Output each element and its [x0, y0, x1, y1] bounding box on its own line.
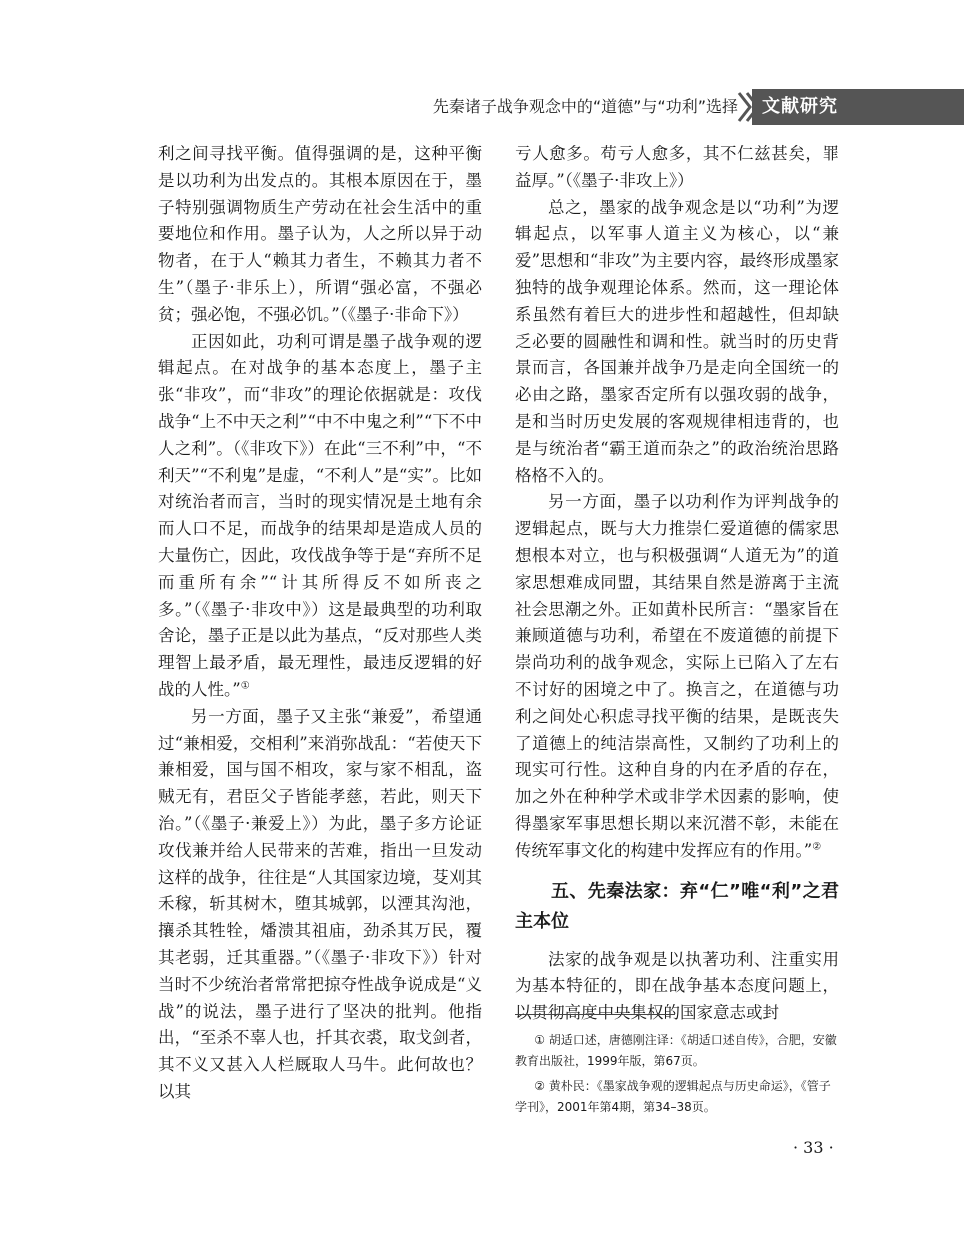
paragraph: 亏人愈多。苟亏人愈多，其不仁兹甚矣，罪益厚。”（《墨子·非攻上》） [515, 144, 839, 190]
running-header [0, 89, 964, 125]
footnote-ref: ① [240, 680, 250, 692]
footnote-divider [515, 1014, 675, 1015]
footnote: ② 黄朴民：《墨家战争观的逻辑起点与历史命运》，《管子学刊》，2001年第4期，第34–38页。 [515, 1079, 831, 1114]
paragraph: 总之，墨家的战争观念是以“功利”为逻辑起点，以军事人道主义为核心，以“兼爱”思想和“非攻”为主要内容，最终形成墨家独特的战争观理论体系。然而，这一理论体系虽然有着巨大的进步性和超越性，但却缺乏必要的圆融性和调和性。就当时的历史背景而言，各国兼并战争乃是走向全国统一的必由之路，墨家否定所有以强攻弱的战争，是和当时历史发展的客观规律相违背的，也是与统治者“霸王道而杂之”的政治统治思路格格不入的。 [515, 197, 839, 485]
footnote-ref: ② [812, 841, 822, 853]
footnotes [515, 1030, 839, 1122]
section-heading: 五、先秦法家：弃“仁”唯“利”之君主本位 [515, 880, 839, 932]
paragraph: 利之间寻找平衡。值得强调的是，这种平衡是以功利为出发点的。其根本原因在于，墨子特别强调物质生产劳动在社会生活中的重要地位和作用。墨子认为，人之所以异于动物者，在于人“赖其力者生，不赖其力者不生”（墨子·非乐上），所谓“强必富，不强必贫；强必饱，不强必饥。”（《墨子·非命下》） [158, 144, 482, 324]
paragraph-text: 另一方面，墨子以功利作为评判战争的逻辑起点，既与大力推崇仁爱道德的儒家思想根本对立，也与积极强调“人道无为”的道家思想难成同盟，其结果自然是游离于主流社会思潮之外。正如黄朴民所言：“墨家旨在兼顾道德与功利，希望在不废道德的前提下崇尚功利的战争观念，实际上已陷入了左右不讨好的困境之中了。换言之，在道德与功利之间处心积虑寻找平衡的结果，是既丧失了道德上的纯洁崇高性，又制约了功利上的现实可行性。这种自身的内在矛盾的存在，加之外在种种学术或非学术因素的影响，使得墨家军事思想长期以来沉潜不彰，未能在传统军事文化的构建中发挥应有的作用。” [515, 492, 839, 860]
running-title: 先秦诸子战争观念中的“道德”与“功利”选择 [432, 97, 738, 116]
section-tag: 文献研究 [752, 89, 964, 125]
left-column [158, 141, 482, 1106]
paragraph-text: 正因如此，功利可谓是墨子战争观的逻辑起点。在对战争的基本态度上，墨子主张“非攻”，而“非攻”的理论依据就是：攻伐战争“上不中天之利”“中不中鬼之利”“下不中人之利”。（《非攻下》）在此“三不利”中，“不利天”“不利鬼”是虚，“不利人”是“实”。比如对统治者而言，当时的现实情况是土地有余而人口不足，而战争的结果却是造成人员的大量伤亡，因此，攻伐战争等于是“弃所不足而重所有余”“计其所得反不如所丧之多。”（《墨子·非攻中》）这是最典型的功利取舍论，墨子正是以此为基点，“反对那些人类理智上最矛盾，最无理性，最违反逻辑的好战的人性。” [158, 331, 482, 699]
paragraph [515, 489, 839, 864]
right-column [515, 141, 839, 1027]
paragraph [158, 329, 482, 704]
paragraph: 法家的战争观是以执著功利、注重实用为基本特征的，即在战争基本态度问题上，以贯彻高度中央集权的国家意志或封 [515, 949, 839, 1023]
paragraph: 另一方面，墨子又主张“兼爱”，希望通过“兼相爱，交相利”来消弥战乱：“若使天下兼相爱，国与国不相攻，家与家不相乱，盗贼无有，君臣父子皆能孝慈，若此，则天下治。”（《墨子·兼爱上》）为此，墨子多方论证攻伐兼并给人民带来的苦难，指出一旦发动这样的战争，往往是“人其国家边境，芟刈其禾稼，斩其树木，堕其城郭，以湮其沟池，攘杀其牲牷，燔溃其祖庙，劲杀其万民，覆其老弱，迁其重器。”（《墨子·非攻下》）针对当时不少统治者常常把掠夺性战争说成是“义战”的说法，墨子进行了坚决的批判。他指出，“至杀不辜人也，扦其衣裘，取戈剑者，其不义又甚入人栏厩取人马牛。此何故也？以其 [158, 706, 482, 1101]
page-number: · 33 · [793, 1138, 834, 1157]
footnote: ① 胡适口述，唐德刚注译：《胡适口述自传》，合肥，安徽教育出版社，1999年版，第67页。 [515, 1033, 837, 1068]
